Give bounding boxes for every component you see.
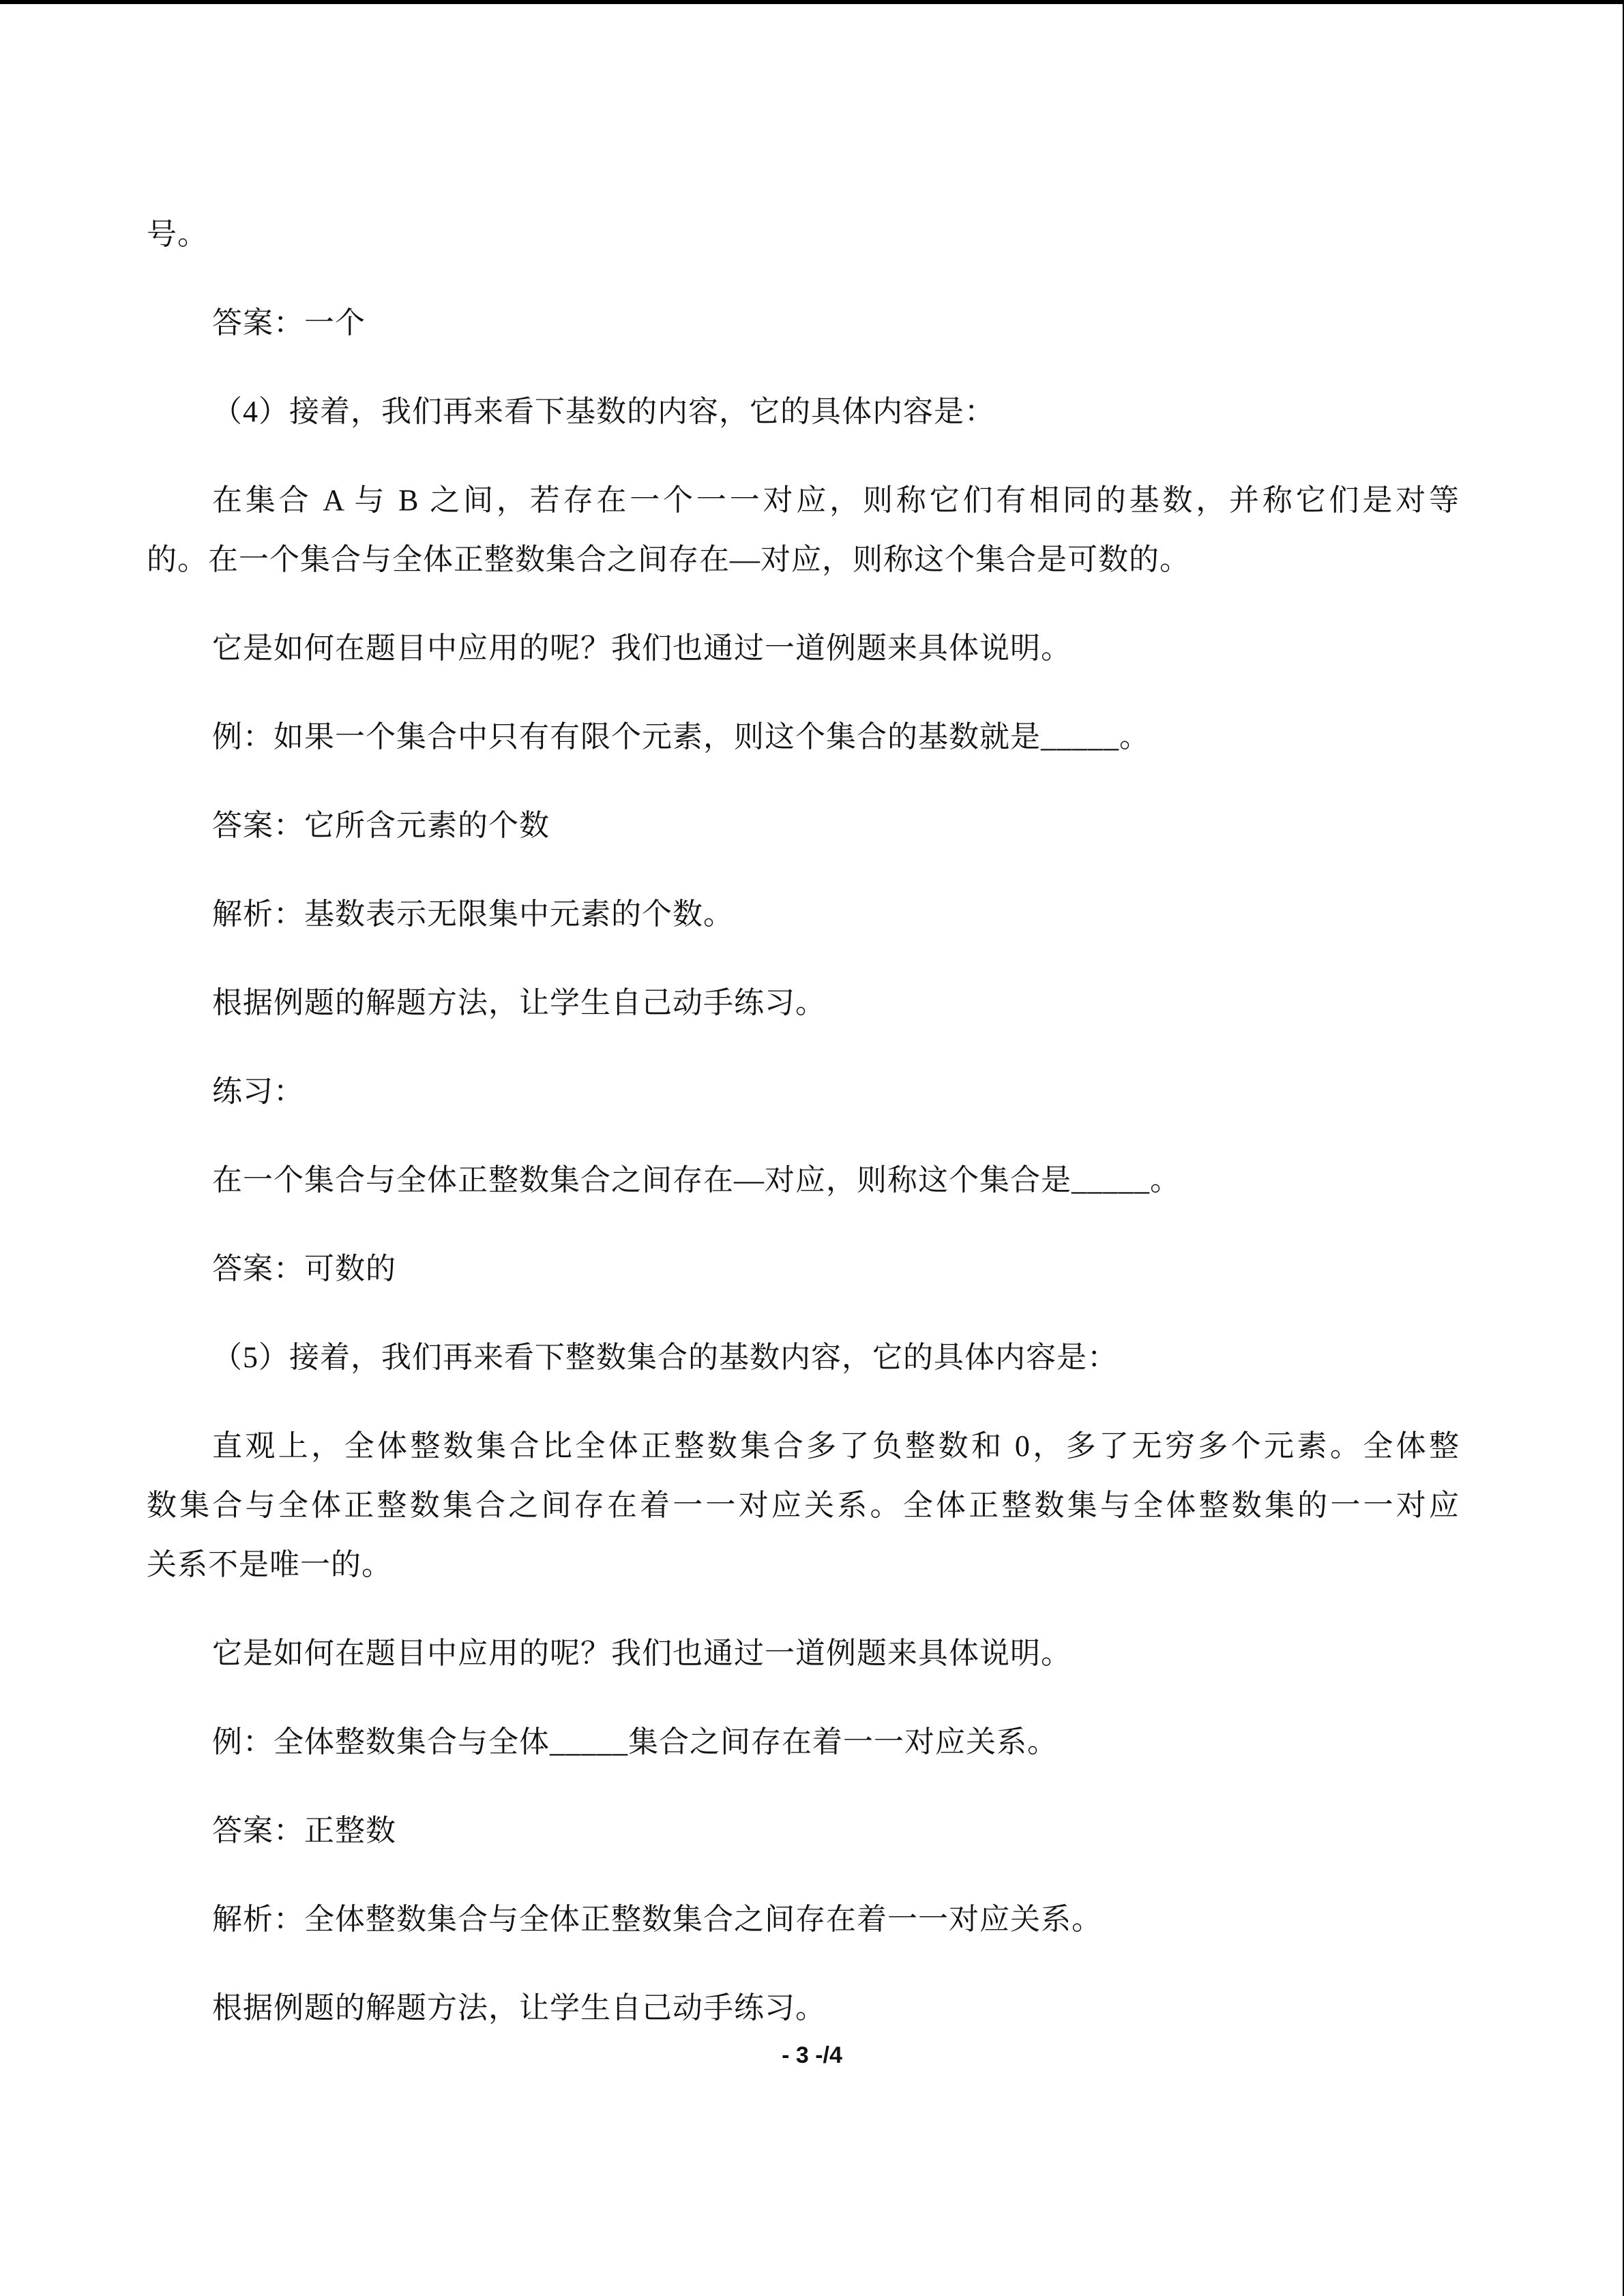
paragraph [147,1712,1460,1772]
paragraph [147,1978,1460,2038]
paragraph [147,382,1460,441]
paragraph [147,618,1460,678]
text-line: 答案：正整数 [212,1814,396,1847]
paragraph [147,1624,1460,1683]
text-line: 在一个集合与全体正整数集合之间存在—对应，则称这个集合是_____。 [212,1163,1181,1197]
page-top-border [0,0,1624,4]
text-line: 号。 [147,218,208,251]
text-line: 数集合与全体正整数集合之间存在着一一对应关系。全体正整数集与全体整数集的一一对应 [147,1489,1460,1522]
text-line: 直观上，全体整数集合比全体正整数集合多了负整数和 0，多了无穷多个元素。全体整 [212,1429,1460,1463]
text-line: 解析：基数表示无限集中元素的个数。 [212,897,734,931]
text-line: 关系不是唯一的。 [147,1548,392,1581]
paragraph [147,205,1460,264]
paragraph [147,1150,1460,1210]
text-line: 它是如何在题目中应用的呢？我们也通过一道例题来具体说明。 [212,631,1072,665]
paragraph [147,293,1460,353]
paragraph [147,1890,1460,1949]
text-line: （5）接着，我们再来看下整数集合的基数内容，它的具体内容是： [212,1341,1118,1374]
paragraph [147,796,1460,855]
paragraph [147,973,1460,1032]
text-line: 答案：可数的 [212,1252,396,1285]
text-line: （4）接着，我们再来看下基数的内容，它的具体内容是： [212,395,995,428]
paragraph [147,884,1460,944]
paragraph [147,1062,1460,1121]
text-line: 练习： [212,1075,304,1108]
text-line: 例：全体整数集合与全体_____集合之间存在着一一对应关系。 [212,1725,1058,1759]
text-line: 根据例题的解题方法，让学生自己动手练习。 [212,986,826,1019]
page-number: - 3 -/4 [782,2042,842,2068]
paragraph [147,1239,1460,1298]
paragraph [147,471,1460,589]
paragraph [147,1416,1460,1594]
text-line: 答案：一个 [212,306,366,340]
paragraph [147,1801,1460,1860]
text-line: 根据例题的解题方法，让学生自己动手练习。 [212,1991,826,2025]
page-footer [0,2040,1624,2070]
document-body [147,205,1460,2038]
text-line: 的。在一个集合与全体正整数集合之间存在—对应，则称这个集合是可数的。 [147,543,1190,576]
text-line: 它是如何在题目中应用的呢？我们也通过一道例题来具体说明。 [212,1637,1072,1670]
text-line: 在集合 A 与 B 之间，若存在一个一一对应，则称它们有相同的基数，并称它们是对等 [212,483,1460,517]
paragraph [147,707,1460,766]
text-line: 答案：它所含元素的个数 [212,809,550,842]
text-line: 解析：全体整数集合与全体正整数集合之间存在着一一对应关系。 [212,1903,1102,1936]
text-line: 例：如果一个集合中只有有限个元素，则这个集合的基数就是_____。 [212,720,1150,754]
paragraph [147,1328,1460,1387]
